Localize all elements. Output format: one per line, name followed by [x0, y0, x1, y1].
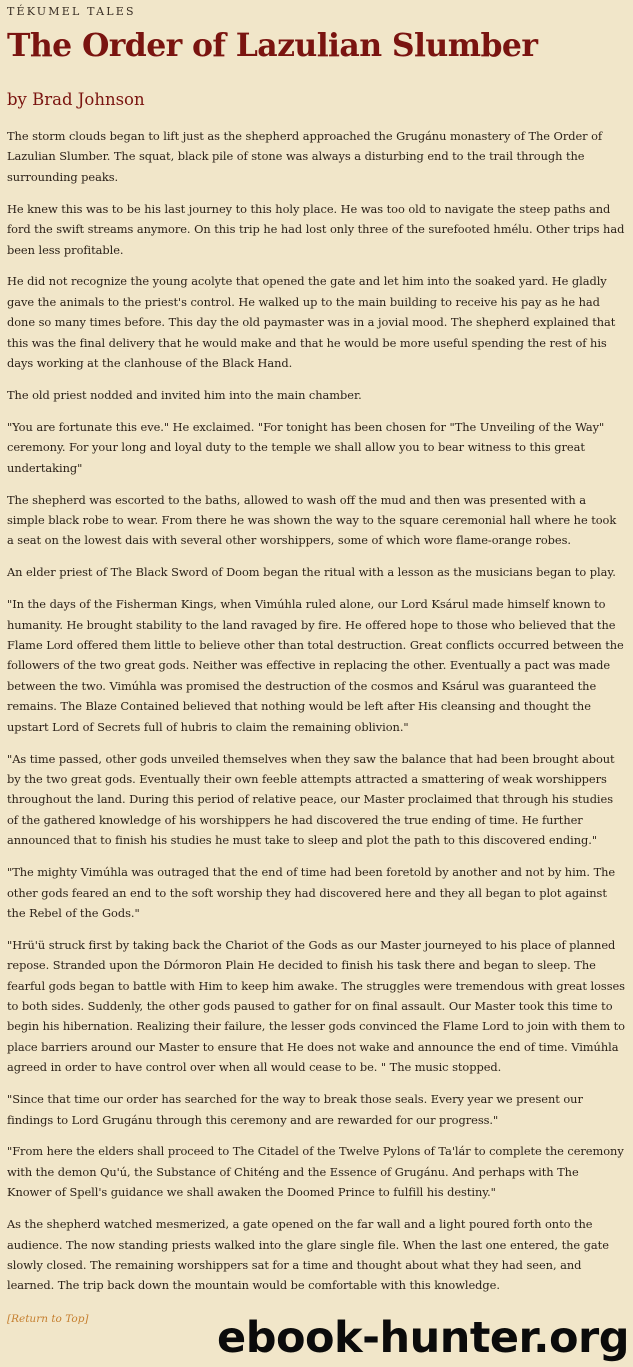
story-paragraph: The storm clouds began to lift just as the shepherd approached the Grugánu monastery of The Order of Lazulian Slumber. The squat, black pile of stone was always a disturbing end to the trail through the surrounding peaks.: [7, 129, 603, 184]
story-paragraph: "You are fortunate this eve." He exclaimed. "For tonight has been chosen for "The Unveiling of the Way" ceremony. For your long and loyal duty to the temple we shall allow you to bear witness to this great undertaking": [7, 419, 605, 475]
story-paragraph: "As time passed, other gods unveiled themselves when they saw the balance that had been brought about by the two great gods. Eventually their own feeble attempts attracted a smattering of weak worshippers throughout the land. During this period of relative peace, our Master proclaimed that through his studies of the gathered knowledge of his worshippers he had discovered the true ending of time. He further announced that to finish his studies he must take to sleep and plot the path to this discovered ending.": [7, 751, 615, 848]
story-paragraph: As the shepherd watched mesmerized, a gate opened on the far wall and a light poured forth onto the audience. The now standing priests walked into the glare single file. When the last one entered, the gate slowly closed. The remaining worshippers sat for a time and thought about what they had seen, and learned. The trip back down the mountain would be comfortable with this knowledge.: [7, 1217, 609, 1293]
story-paragraph: The shepherd was escorted to the baths, allowed to wash off the mud and then was presented with a simple black robe to wear. From there he was shown the way to the square ceremonial hall where he took a seat on the lowest dais with several other worshippers, some of which wore flame-orange robes.: [7, 492, 617, 548]
story-body: [7, 126, 626, 1326]
story-page: [0, 5, 633, 1326]
story-paragraph: An elder priest of The Black Sword of Doom began the ritual with a lesson as the musicians began to play.: [7, 565, 616, 580]
story-paragraph: "From here the elders shall proceed to The Citadel of the Twelve Pylons of Ta'lár to complete the ceremony with the demon Qu'ú, the Substance of Chiténg and the Essence of Grugánu. And perhaps with The Knower of Spell's guidance we shall awaken the Doomed Prince to fulfill his destiny.": [7, 1144, 624, 1200]
story-paragraph: The old priest nodded and invited him into the main chamber.: [7, 387, 362, 402]
story-title: The Order of Lazulian Slumber: [7, 27, 538, 64]
watermark-text: ebook-hunter.org: [217, 1313, 629, 1363]
return-to-top-link[interactable]: [Return to Top]: [7, 1313, 89, 1326]
story-paragraph: He did not recognize the young acolyte that opened the gate and let him into the soaked yard. He gladly gave the animals to the priest's control. He walked up to the main building to receive his pay as he had done so many times before. This day the old paymaster was in a jovial mood. The shepherd explained that this was the final delivery that he would make and that he would be more useful spending the rest of his days working at the clanhouse of the Black Hand.: [7, 274, 616, 371]
story-paragraph: He knew this was to be his last journey to this holy place. He was too old to navigate the steep paths and ford the swift streams anymore. On this trip he had lost only three of the surefooted hmélu. Other trips had been less profitable.: [7, 201, 625, 257]
series-label: TÉKUMEL TALES: [7, 5, 136, 18]
story-paragraph: "In the days of the Fisherman Kings, when Vimúhla ruled alone, our Lord Ksárul made himself known to humanity. He brought stability to the land ravaged by fire. He offered hope to those who believed that the Flame Lord offered them little to believe other than total destruction. Great conflicts occurred between the followers of the two great gods. Neither was effective in replacing the other. Eventually a pact was made between the two. Vimúhla was promised the destruction of the cosmos and Ksárul was guaranteed the remains. The Blaze Contained believed that nothing would be left after His cleansing and thought the upstart Lord of Secrets full of hubris to claim the remaining oblivion.": [7, 597, 624, 734]
story-paragraph: "Hrü'ü struck first by taking back the Chariot of the Gods as our Master journeyed to his place of planned repose. Stranded upon the Dórmoron Plain He decided to finish his task there and began to sleep. The fearful gods began to battle with Him to keep him awake. The struggles were tremendous with great losses to both sides. Suddenly, the other gods paused to gather for on final assault. Our Master took this time to begin his hibernation. Realizing their failure, the lesser gods convinced the Flame Lord to join with them to place barriers around our Master to ensure that He does not wake and announce the end of time. Vimúhla agreed in order to have control over when all would cease to be. " The music stopped.: [7, 937, 625, 1075]
author-byline: by Brad Johnson: [7, 90, 145, 109]
story-paragraph: "Since that time our order has searched for the way to break those seals. Every year we present our findings to Lord Grugánu through this ceremony and are rewarded for our progress.": [7, 1092, 583, 1127]
story-paragraph: "The mighty Vimúhla was outraged that the end of time had been foretold by another and not by him. The other gods feared an end to the soft worship they had discovered here and they all began to plot against the Rebel of the Gods.": [7, 865, 616, 920]
